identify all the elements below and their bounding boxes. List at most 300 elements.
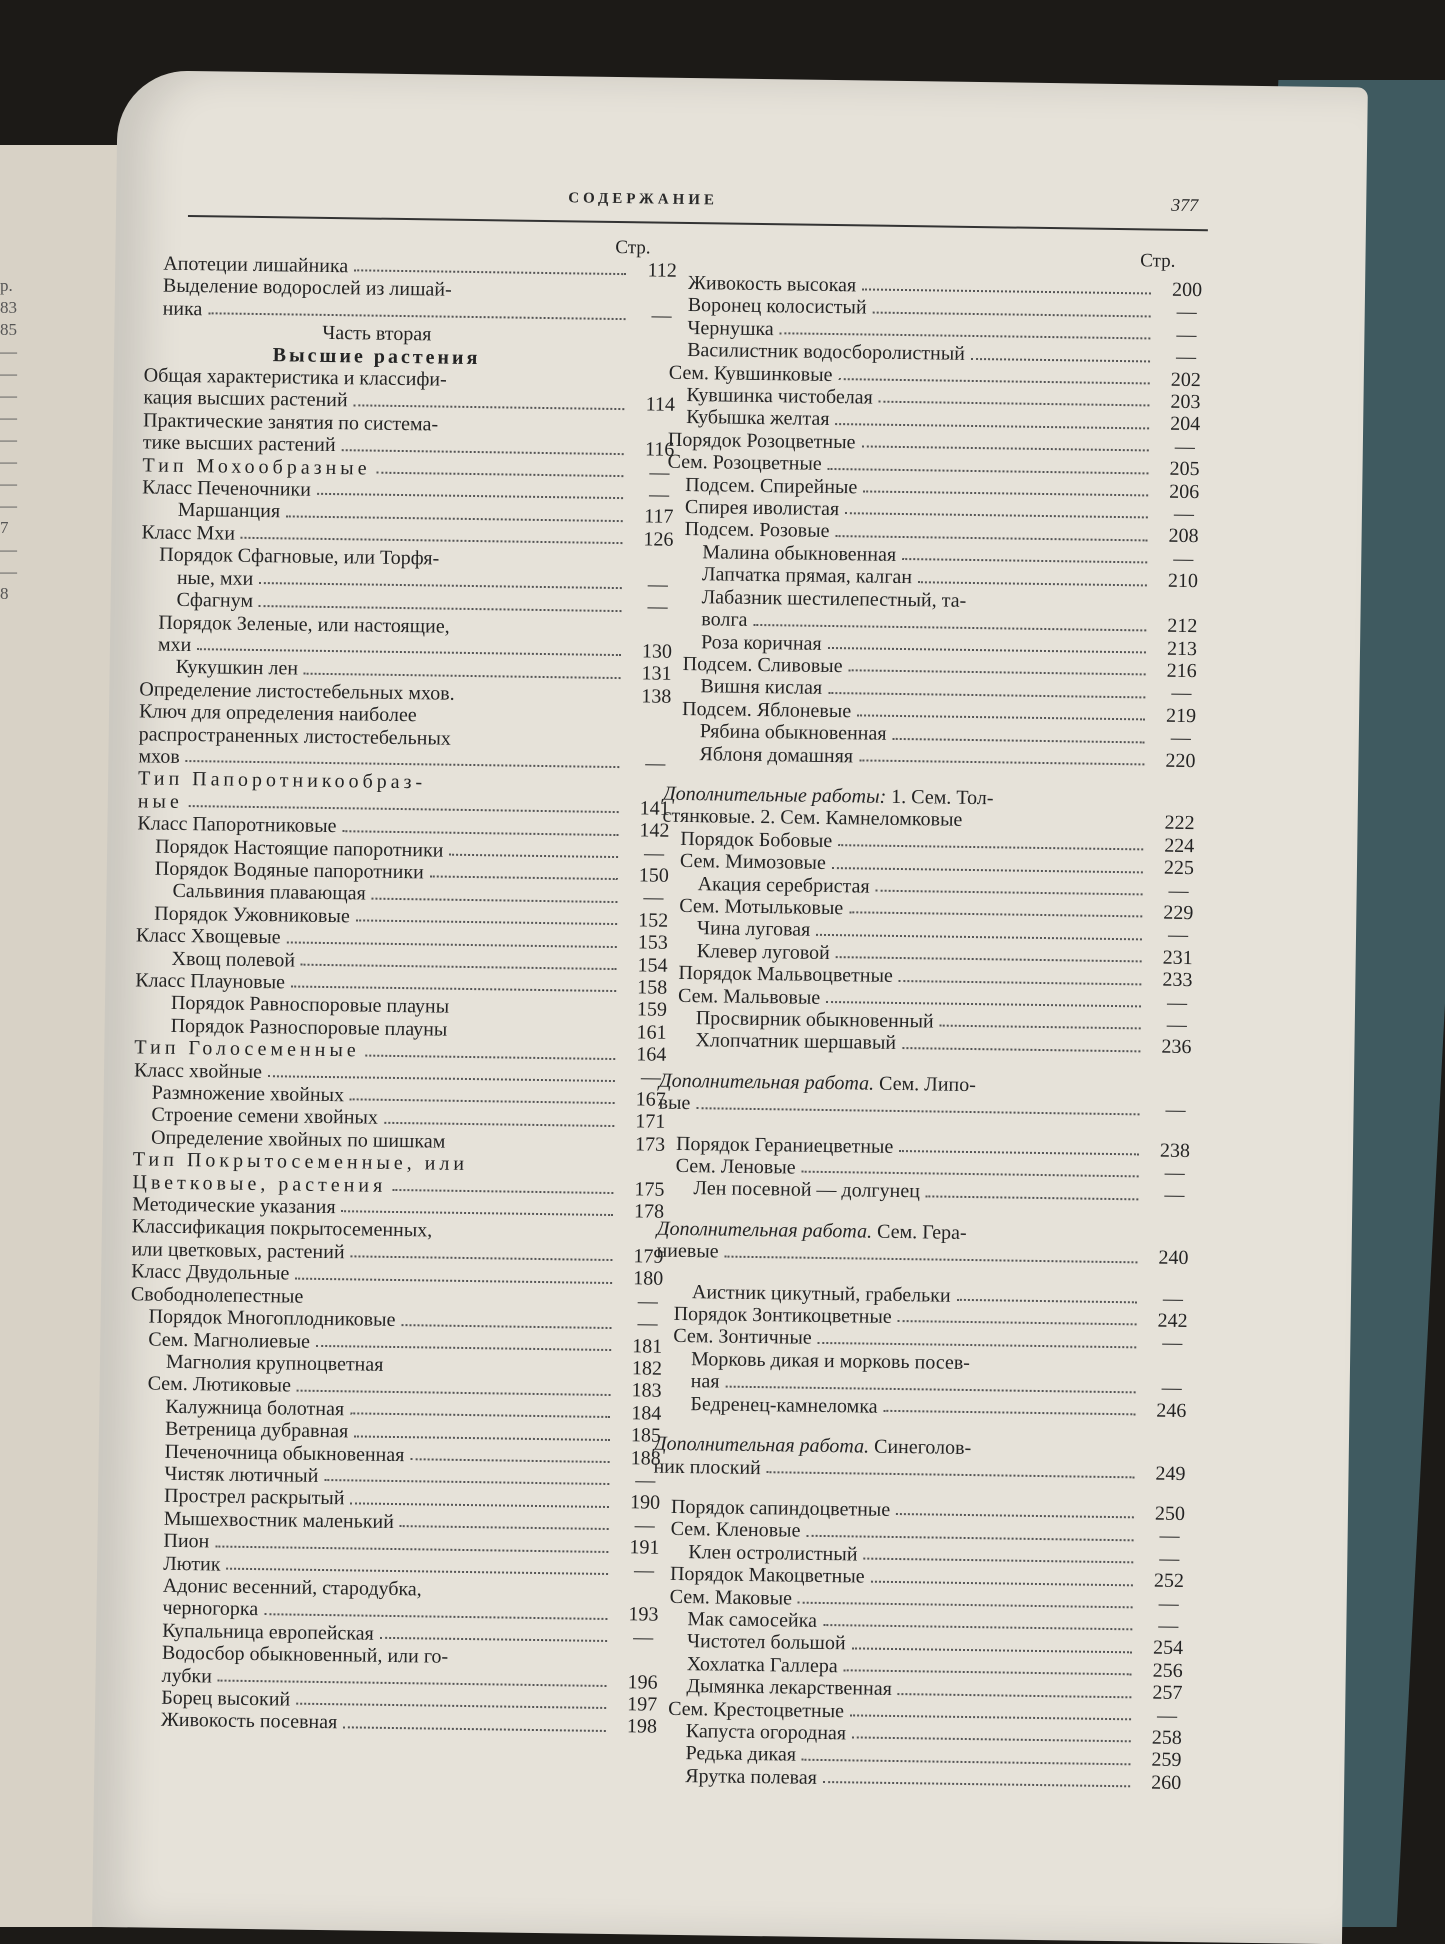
toc-entry-title: или цветковых, растений bbox=[131, 1238, 345, 1264]
dot-leader bbox=[899, 980, 1142, 985]
dot-leader bbox=[832, 867, 1143, 873]
toc-entry-title: тике высших растений bbox=[142, 431, 336, 457]
toc-page-number: 180 bbox=[633, 1267, 664, 1291]
dot-leader bbox=[410, 1458, 609, 1463]
dot-leader bbox=[838, 844, 1143, 850]
toc-list-right bbox=[649, 272, 1215, 1795]
dot-leader bbox=[849, 912, 1142, 918]
toc-page-number: 213 bbox=[1166, 637, 1198, 660]
toc-entry-title: Сем. Кувшинковые bbox=[668, 361, 833, 386]
toc-page-number: 222 bbox=[1164, 812, 1195, 835]
toc-page-number: — bbox=[633, 1626, 654, 1649]
dot-leader bbox=[342, 449, 624, 455]
dot-leader bbox=[392, 1189, 613, 1194]
toc-page-number: 198 bbox=[626, 1715, 658, 1739]
dot-leader bbox=[973, 1238, 1138, 1240]
dot-leader bbox=[287, 941, 617, 948]
toc-entry-title: Хвощ полевой bbox=[171, 947, 296, 972]
dot-leader bbox=[845, 513, 1148, 519]
toc-entry-title: Подсем. Розовые bbox=[684, 518, 830, 543]
extra-work-label: Дополнительная работа. bbox=[658, 1069, 875, 1095]
dot-leader bbox=[818, 1342, 1137, 1348]
toc-page-number: — bbox=[1174, 435, 1195, 458]
extra-work-subject: 1. Сем. Тол- bbox=[886, 785, 994, 810]
dot-leader bbox=[218, 1680, 607, 1687]
dot-leader bbox=[828, 468, 1149, 474]
edge-mark: — bbox=[0, 540, 17, 559]
toc-page-number: 131 bbox=[641, 662, 672, 686]
toc-page-number: 153 bbox=[637, 931, 669, 954]
dot-leader bbox=[826, 1001, 1141, 1007]
dot-leader bbox=[976, 1368, 1136, 1370]
edge-mark: — bbox=[0, 430, 17, 449]
toc-entry-title: Лапчатка прямая, калган bbox=[701, 563, 913, 589]
toc-page-number: 138 bbox=[641, 685, 672, 708]
toc-entry-title: Порядок Многоплодниковые bbox=[148, 1305, 396, 1332]
toc-page-number: 238 bbox=[1159, 1139, 1191, 1162]
toc-entry-title: Дымянка лекарственная bbox=[686, 1675, 893, 1701]
toc-entry-title: Чина луговая bbox=[696, 917, 811, 942]
toc-entry-title: Размножение хвойных bbox=[151, 1081, 345, 1107]
toc-page-number: 161 bbox=[636, 1021, 667, 1044]
toc-page-number: 256 bbox=[1152, 1659, 1183, 1682]
dot-leader bbox=[971, 358, 1150, 363]
toc-entry-title: Клевер луговой bbox=[696, 939, 831, 964]
toc-entry-title: ника bbox=[162, 297, 203, 321]
toc-entry-title: Василистник водосборолистный bbox=[686, 339, 966, 366]
toc-page-number: 200 bbox=[1171, 278, 1203, 302]
dot-leader bbox=[350, 1412, 610, 1418]
dot-leader bbox=[438, 1236, 613, 1238]
toc-column-left bbox=[125, 230, 691, 1738]
dot-leader bbox=[324, 1479, 609, 1485]
toc-page-number: 254 bbox=[1152, 1636, 1184, 1660]
edge-mark: — bbox=[0, 364, 17, 383]
toc-entry-title: Тип Мохообразные bbox=[142, 454, 371, 480]
dot-leader bbox=[848, 670, 1145, 676]
toc-page-number: 171 bbox=[635, 1110, 666, 1134]
toc-page-number: 130 bbox=[641, 640, 673, 663]
dot-leader bbox=[835, 535, 1147, 541]
toc-page-number: — bbox=[1162, 1287, 1184, 1310]
toc-page-number: 167 bbox=[635, 1088, 666, 1111]
toc-entry-title: Маршанция bbox=[177, 499, 281, 523]
toc-page-number: 208 bbox=[1168, 525, 1199, 548]
dot-leader bbox=[428, 1595, 608, 1598]
toc-entry-title: Методические указания bbox=[132, 1193, 336, 1219]
dot-leader bbox=[377, 472, 624, 477]
toc-entry-title: Лен посевной — долгунец bbox=[693, 1177, 921, 1203]
dot-leader bbox=[884, 1410, 1136, 1416]
dot-leader bbox=[456, 632, 622, 634]
toc-page-number: 114 bbox=[645, 393, 676, 417]
toc-entry-title: стянковые. 2. Сем. Камнеломковые bbox=[662, 805, 963, 832]
toc-entry-title: Цветковые, растения bbox=[132, 1170, 387, 1197]
toc-page-number: 203 bbox=[1170, 390, 1201, 414]
dot-leader bbox=[291, 986, 616, 993]
toc-entry-title: Акация серебристая bbox=[697, 872, 870, 898]
toc-page-number: 206 bbox=[1169, 480, 1200, 503]
dot-leader bbox=[295, 1277, 612, 1283]
toc-entry-title: Класс Мхи bbox=[141, 521, 236, 545]
toc-page-number: — bbox=[637, 1312, 658, 1335]
toc-page-number: 246 bbox=[1156, 1399, 1187, 1422]
dot-leader bbox=[902, 558, 1147, 563]
toc-page-number: 193 bbox=[628, 1603, 659, 1627]
toc-page-number: — bbox=[1173, 502, 1195, 526]
dot-leader bbox=[871, 1580, 1133, 1586]
toc-entry-title: Порядок Сфагновые, или Торфя- bbox=[159, 543, 440, 570]
toc-entry-title: Клен остролистный bbox=[688, 1540, 858, 1566]
toc-entry-title: Аистник цикутный, грабельки bbox=[691, 1280, 951, 1307]
toc-page-number: 142 bbox=[639, 819, 670, 842]
toc-entry-title: Вишня кислая bbox=[700, 675, 823, 700]
dot-leader bbox=[401, 1324, 611, 1329]
toc-entry-title: Подсем. Яблоневые bbox=[681, 697, 852, 723]
edge-mark: 8 bbox=[0, 584, 9, 603]
toc-page-number: 242 bbox=[1157, 1309, 1188, 1333]
toc-page-number: 204 bbox=[1170, 413, 1201, 436]
toc-entry-title: Класс хвойные bbox=[133, 1058, 263, 1083]
dot-leader bbox=[351, 1256, 613, 1262]
edge-mark: р. bbox=[0, 276, 13, 295]
toc-entry-title: Лабазник шестилепестный, та- bbox=[701, 585, 967, 612]
toc-entry-title: Порядок Равноспоровые плауны bbox=[170, 992, 450, 1019]
toc-entry-title: Адонис весенний, стародубка, bbox=[162, 1574, 422, 1601]
dot-leader bbox=[767, 1471, 1135, 1478]
toc-page-number: 240 bbox=[1158, 1246, 1189, 1270]
toc-page-number: 164 bbox=[636, 1043, 667, 1066]
dot-leader bbox=[863, 1558, 1133, 1564]
dot-leader bbox=[304, 672, 621, 678]
toc-entry-title: волга bbox=[701, 608, 748, 631]
toc-entry-title: Сем. Лютиковые bbox=[147, 1372, 292, 1397]
dot-leader bbox=[806, 1534, 1133, 1541]
toc-entry-title: Класс Двудольные bbox=[131, 1260, 290, 1285]
dot-leader bbox=[350, 1099, 615, 1105]
page-number: 377 bbox=[1171, 194, 1199, 216]
dot-leader bbox=[241, 537, 623, 544]
toc-page-number: — bbox=[1158, 1614, 1179, 1637]
toc-page-number: 196 bbox=[627, 1670, 658, 1694]
dot-leader bbox=[316, 1345, 611, 1351]
header-title: СОДЕРЖАНИЕ bbox=[568, 190, 719, 209]
dot-leader bbox=[780, 332, 1151, 339]
dot-leader bbox=[999, 804, 1143, 806]
toc-entry-title: Класс Печеночники bbox=[142, 476, 312, 501]
toc-entry-title: Сфагнум bbox=[176, 588, 254, 613]
dot-leader bbox=[451, 1147, 614, 1149]
dot-leader bbox=[380, 1637, 607, 1642]
left-page-marks bbox=[0, 275, 17, 605]
toc-page-number: — bbox=[1176, 301, 1197, 324]
toc-entry-title: Порядок Гераниецветные bbox=[675, 1132, 894, 1158]
edge-mark: 83 bbox=[0, 298, 17, 317]
toc-entry-title: Тип Папоротникообраз- bbox=[137, 767, 427, 794]
dot-leader bbox=[835, 423, 1149, 429]
dot-leader bbox=[445, 564, 622, 566]
toc-entry-title: Сем. Зонтичные bbox=[673, 1325, 812, 1350]
toc-page-number: 233 bbox=[1162, 968, 1193, 992]
toc-page-number: — bbox=[1165, 1098, 1186, 1122]
toc-page-number: — bbox=[637, 1290, 659, 1313]
toc-entry-title: мхи bbox=[157, 633, 192, 656]
toc-page-number: 150 bbox=[638, 864, 669, 887]
toc-page-number: — bbox=[1156, 1704, 1178, 1727]
toc-page-number: — bbox=[645, 752, 666, 775]
toc-page-number: 236 bbox=[1161, 1036, 1192, 1059]
toc-entry-title: Сем. Мимозовые bbox=[679, 850, 826, 875]
edge-mark: 85 bbox=[0, 320, 17, 339]
dot-leader bbox=[898, 1320, 1137, 1325]
toc-page-number: 158 bbox=[637, 976, 668, 999]
toc-page-number: 183 bbox=[631, 1379, 662, 1403]
toc-page-number: 216 bbox=[1166, 659, 1197, 683]
toc-entry-title: Пион bbox=[163, 1529, 210, 1553]
toc-page-number: — bbox=[1167, 924, 1189, 947]
toc-page-number: 224 bbox=[1164, 834, 1195, 857]
toc-entry-title: Роза коричная bbox=[700, 630, 822, 655]
toc-page-number: — bbox=[1166, 991, 1188, 1014]
extra-work-subject: Синеголов- bbox=[868, 1435, 972, 1460]
toc-entry-title: мхов bbox=[138, 745, 180, 768]
dot-leader bbox=[862, 289, 1151, 295]
edge-mark: — bbox=[0, 342, 17, 361]
extra-work-label: Дополнительные работы: bbox=[662, 782, 887, 808]
toc-entry-title: Чистотел большой bbox=[686, 1630, 846, 1655]
toc-entry-title: Апотеции лишайника bbox=[163, 252, 349, 278]
toc-entry-title: Редька дикая bbox=[685, 1742, 797, 1767]
dot-leader bbox=[189, 805, 619, 813]
toc-page-number: 181 bbox=[632, 1334, 663, 1358]
dot-leader bbox=[455, 1013, 616, 1015]
toc-page-number: 191 bbox=[629, 1536, 660, 1559]
dot-leader bbox=[430, 876, 618, 881]
dot-leader bbox=[828, 692, 1145, 698]
toc-page-number: 159 bbox=[636, 998, 668, 1022]
toc-page-number: — bbox=[1168, 879, 1189, 902]
dot-leader bbox=[454, 1662, 607, 1664]
dot-leader bbox=[850, 1714, 1131, 1720]
toc-page-number: — bbox=[1161, 1376, 1182, 1400]
dot-leader bbox=[838, 378, 1149, 384]
toc-entry-title: Лютик bbox=[163, 1552, 221, 1576]
dot-leader bbox=[423, 721, 620, 724]
toc-page-number: — bbox=[634, 1514, 655, 1537]
dot-leader bbox=[186, 760, 620, 768]
toc-entry-title: Порядок Бобовые bbox=[680, 827, 833, 852]
toc-entry-title: Бедренец-камнеломка bbox=[690, 1392, 878, 1418]
toc-page-number: 252 bbox=[1153, 1569, 1185, 1593]
part-heading: Высшие растения bbox=[272, 343, 481, 369]
dot-leader bbox=[753, 623, 1146, 630]
toc-page-number: 210 bbox=[1167, 569, 1199, 593]
toc-entry-title: ниевые bbox=[656, 1239, 719, 1263]
toc-entry-title: Определение хвойных по шишкам bbox=[150, 1126, 446, 1153]
dot-leader bbox=[449, 854, 618, 858]
dot-leader bbox=[876, 890, 1143, 896]
toc-page-number: 185 bbox=[630, 1424, 662, 1447]
toc-page-number: 258 bbox=[1151, 1726, 1182, 1749]
toc-entry-title: черногорка bbox=[162, 1597, 259, 1621]
toc-page-number: 178 bbox=[633, 1200, 665, 1223]
toc-page-number: 219 bbox=[1165, 704, 1197, 727]
toc-page-number: 212 bbox=[1167, 614, 1198, 638]
dot-leader bbox=[696, 1107, 1139, 1115]
toc-entry-title: Просвирник обыкновенный bbox=[695, 1007, 934, 1033]
toc-entry-title: Кувшинка чистобелая bbox=[686, 384, 873, 409]
toc-page-number: — bbox=[1176, 323, 1197, 346]
dot-leader bbox=[873, 311, 1151, 317]
dot-leader bbox=[354, 270, 626, 276]
toc-page-number: — bbox=[1175, 346, 1197, 369]
dot-leader bbox=[957, 1299, 1137, 1304]
edge-mark: — bbox=[0, 474, 17, 493]
dot-leader bbox=[857, 715, 1145, 721]
toc-entry-title: Классификация покрытосеменных, bbox=[131, 1215, 433, 1242]
toc-entry-title: Сем. Магнолиевые bbox=[148, 1328, 311, 1353]
dot-leader bbox=[215, 1545, 608, 1552]
toc-entry-title: лубки bbox=[161, 1664, 213, 1688]
dot-leader bbox=[802, 1758, 1131, 1765]
toc-entry-title: Морковь дикая и морковь посев- bbox=[690, 1348, 971, 1374]
toc-entry-title: вые bbox=[658, 1091, 691, 1115]
dot-leader bbox=[354, 1435, 610, 1441]
toc-page-number: — bbox=[1159, 1525, 1180, 1548]
toc-page-number: 188 bbox=[630, 1446, 661, 1470]
toc-page-number: — bbox=[1159, 1547, 1180, 1570]
dot-leader bbox=[384, 1122, 614, 1127]
dot-leader bbox=[350, 1502, 609, 1508]
dot-leader bbox=[356, 920, 617, 926]
toc-entry-title: Ветреница дубравная bbox=[164, 1417, 349, 1443]
toc-page-number: 184 bbox=[631, 1402, 662, 1425]
toc-entry-title: Сем. Мальвовые bbox=[677, 984, 821, 1009]
toc-page-number: 231 bbox=[1162, 946, 1193, 969]
dot-leader bbox=[823, 1624, 1132, 1630]
toc-entry-title: Порядок Разноспоровые плауны bbox=[170, 1014, 448, 1041]
dot-leader bbox=[208, 313, 625, 321]
toc-entry-title: Борец высокий bbox=[161, 1686, 291, 1711]
toc-entry-title: ная bbox=[690, 1370, 720, 1393]
dot-leader bbox=[264, 1613, 607, 1620]
edge-mark: — bbox=[0, 408, 17, 427]
dot-leader bbox=[892, 737, 1144, 743]
toc-entry-title: Воронец колосистый bbox=[687, 294, 867, 319]
dot-leader bbox=[268, 1075, 615, 1082]
edge-mark: 7 bbox=[0, 518, 9, 537]
toc-entry-title: Яблоня домашняя bbox=[699, 742, 854, 767]
toc-page-number: — bbox=[643, 841, 665, 865]
toc-page-number: — bbox=[647, 573, 669, 596]
toc-entry-title: Мышехвостник маленький bbox=[163, 1507, 395, 1533]
dot-leader bbox=[286, 515, 623, 522]
toc-entry-title: Купальница европейская bbox=[162, 1619, 375, 1645]
toc-entry-title: Практические занятия по система- bbox=[142, 409, 439, 436]
dot-leader bbox=[453, 1035, 615, 1037]
toc-entry-title: Порядок Настоящие папоротники bbox=[155, 835, 444, 862]
toc-entry-title: Чернушка bbox=[687, 316, 774, 340]
str-label-right: Стр. bbox=[1140, 250, 1176, 272]
dot-leader bbox=[259, 582, 622, 589]
dot-leader bbox=[343, 1726, 606, 1732]
toc-entry-title: кация высших растений bbox=[143, 386, 348, 412]
dot-leader bbox=[400, 1525, 609, 1530]
toc-page-number: — bbox=[1158, 1592, 1179, 1615]
dot-leader bbox=[977, 1454, 1135, 1456]
toc-entry-title: Прострел раскрытый bbox=[163, 1485, 345, 1510]
dot-leader bbox=[828, 647, 1146, 653]
dot-leader bbox=[852, 1647, 1132, 1653]
toc-entry-title: Порядок Зонтикоцветные bbox=[673, 1302, 892, 1328]
toc-page-number: 225 bbox=[1163, 856, 1195, 880]
toc-entry-title: Кукушкин лен bbox=[175, 656, 299, 680]
toc-entry-title: Свободнолепестные bbox=[130, 1282, 304, 1308]
toc-entry-title: распространенных листостебельных bbox=[138, 722, 452, 750]
toc-entry-title: Хохлатка Галлера bbox=[686, 1652, 838, 1677]
toc-page-number: 249 bbox=[1155, 1462, 1186, 1485]
toc-entry-title: Класс Плауновые bbox=[135, 969, 286, 994]
toc-entry-title: Общая характеристика и классифи- bbox=[143, 364, 447, 391]
dot-leader bbox=[457, 744, 620, 746]
dot-leader bbox=[725, 1255, 1138, 1263]
toc-entry-title: Спирея иволистая bbox=[684, 496, 840, 521]
extra-work-label: Дополнительная работа. bbox=[653, 1432, 870, 1458]
toc-entry-title: Мак самосейка bbox=[687, 1608, 818, 1632]
toc-page-number: 259 bbox=[1151, 1748, 1182, 1772]
toc-page-number: — bbox=[1173, 547, 1194, 570]
toc-page-number: 182 bbox=[631, 1357, 663, 1380]
dot-leader bbox=[836, 956, 1142, 962]
dot-leader bbox=[802, 1171, 1139, 1178]
toc-entry-title: Порядок сапиндоцветные bbox=[670, 1495, 891, 1521]
extra-work-subject: Сем. Гера- bbox=[871, 1220, 967, 1244]
toc-entry-title: Чистяк лютичный bbox=[164, 1462, 319, 1487]
str-label-left: Стр. bbox=[615, 236, 651, 259]
dot-leader bbox=[879, 401, 1150, 407]
dot-leader bbox=[458, 296, 626, 298]
dot-leader bbox=[453, 385, 625, 387]
toc-entry-title: Водосбор обыкновенный, или го- bbox=[161, 1641, 449, 1668]
dot-leader bbox=[902, 1047, 1140, 1052]
toc-entry-title: Подсем. Спирейные bbox=[685, 473, 858, 499]
dot-leader bbox=[725, 1385, 1135, 1393]
toc-page-number: 152 bbox=[638, 909, 669, 932]
toc-page-number: 112 bbox=[647, 259, 678, 282]
toc-page-number: — bbox=[633, 1558, 655, 1582]
dot-leader bbox=[940, 1025, 1141, 1030]
part-label: Часть вторая bbox=[322, 322, 432, 346]
toc-entry-title: Печеночница обыкновенная bbox=[164, 1440, 405, 1466]
dot-leader bbox=[861, 446, 1148, 452]
toc-page-number: — bbox=[648, 483, 670, 506]
edge-mark: — bbox=[0, 562, 17, 581]
dot-leader bbox=[982, 1090, 1140, 1092]
toc-entry-title: Строение семени хвойных bbox=[151, 1104, 379, 1130]
toc-entry-title: Ярутка полевая bbox=[685, 1764, 818, 1789]
dot-leader bbox=[301, 964, 617, 970]
toc-entry-title: Сем. Розоцветные bbox=[667, 450, 822, 476]
dot-leader bbox=[798, 1602, 1133, 1609]
extra-work-subject: Сем. Липо- bbox=[873, 1072, 977, 1096]
toc-entry-title: Хлопчатник шершавый bbox=[695, 1029, 897, 1055]
toc-column-right bbox=[649, 238, 1216, 1795]
toc-entry-title: Порядок Макоцветные bbox=[669, 1562, 865, 1588]
toc-entry-title: Тип Голосеменные bbox=[134, 1036, 360, 1062]
toc-entry-title: ник плоский bbox=[653, 1455, 762, 1479]
extra-work-label: Дополнительная работа. bbox=[656, 1217, 873, 1243]
dot-leader bbox=[309, 1302, 612, 1306]
